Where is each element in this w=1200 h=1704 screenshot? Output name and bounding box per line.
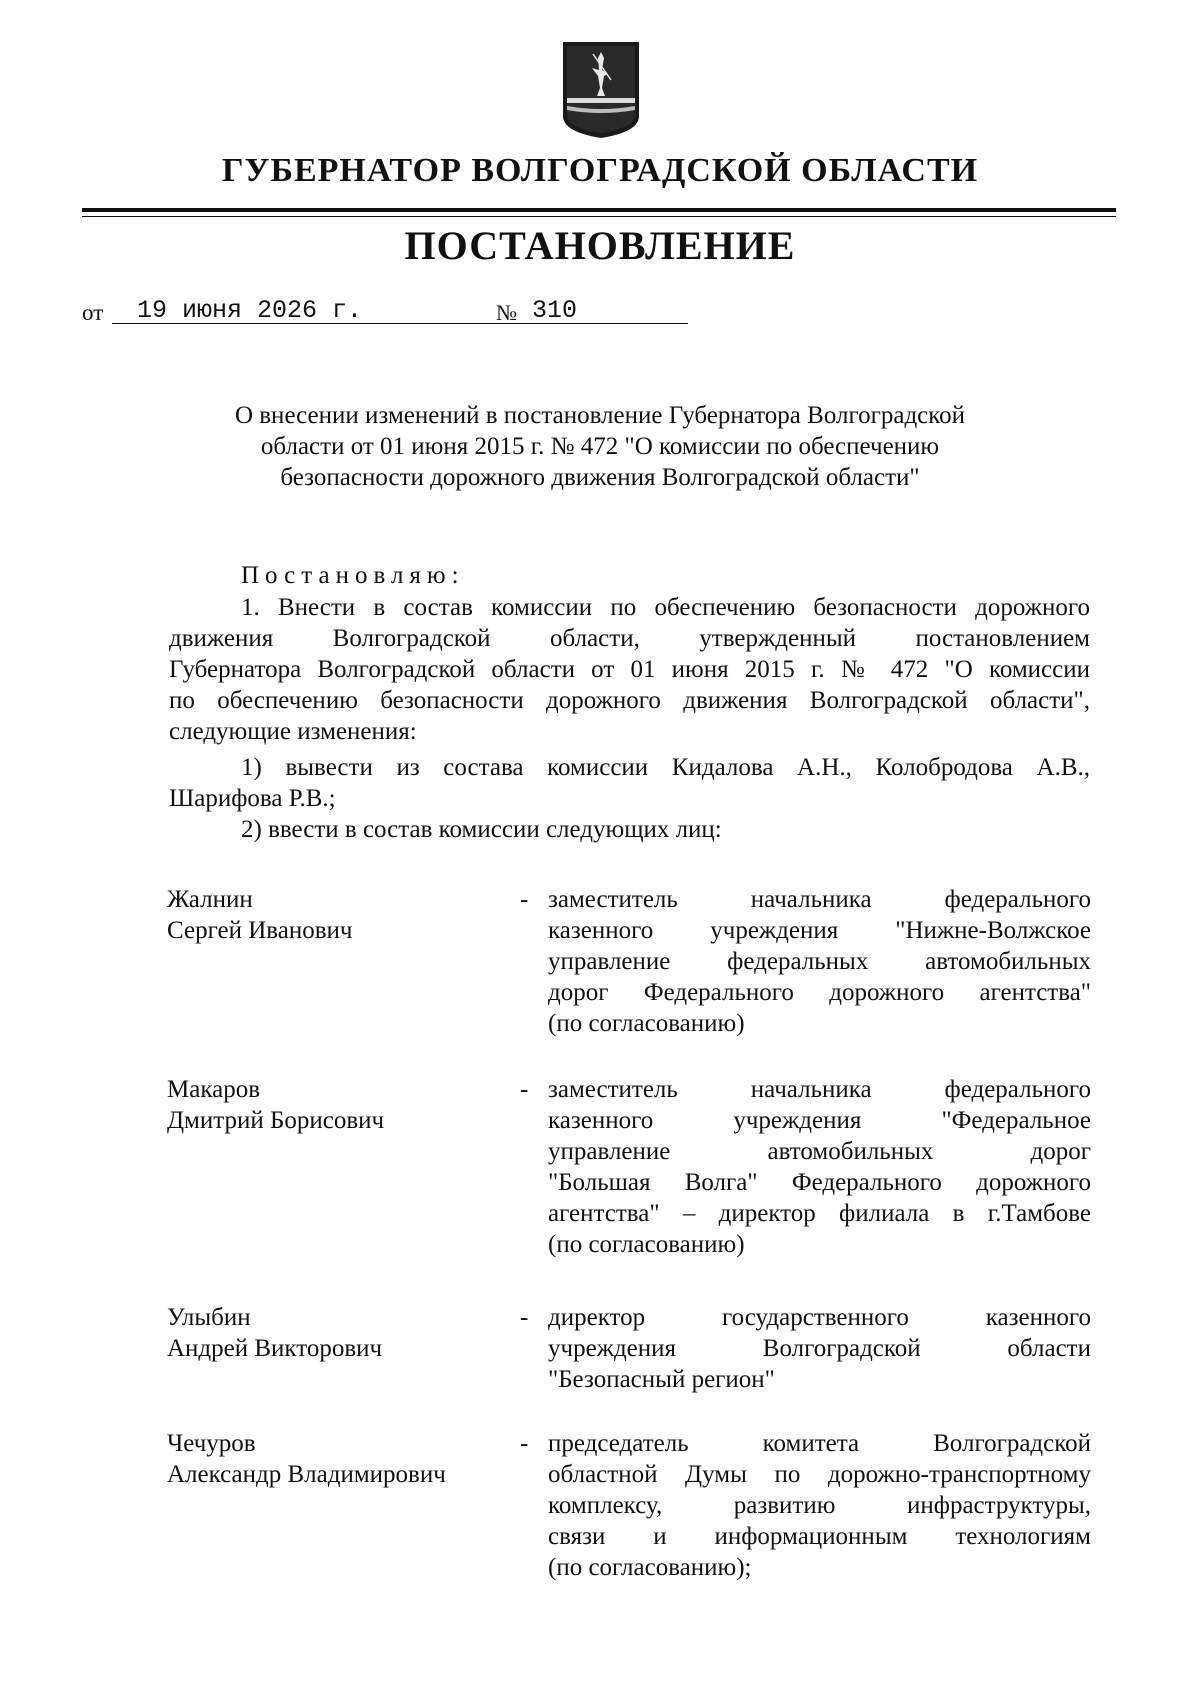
member-name	[167, 1302, 527, 1364]
member-dash: -	[520, 1076, 529, 1103]
member-surname: Макаров	[167, 1076, 260, 1103]
coat-of-arms-icon	[561, 40, 641, 140]
member-position-line: казенного учреждения "Федеральное	[548, 1107, 1091, 1134]
subitem2-line: 2) ввести в состав комиссии следующих лиц:	[241, 816, 722, 843]
member-given-names: Александр Владимирович	[167, 1461, 446, 1488]
number-label: №	[496, 300, 517, 325]
member-dash: -	[520, 1430, 529, 1457]
document-type: ПОСТАНОВЛЕНИЕ	[404, 223, 796, 268]
header-rule-thick	[82, 208, 1116, 212]
member-position-line: "Большая Волга" Федерального дорожного	[548, 1169, 1091, 1196]
member-position-line: учреждения Волгоградской области	[548, 1335, 1091, 1362]
member-given-names: Андрей Викторович	[167, 1335, 383, 1362]
member-given-names: Дмитрий Борисович	[167, 1107, 385, 1134]
member-position-line: казенного учреждения "Нижне-Волжское	[548, 917, 1091, 944]
member-surname: Чечуров	[167, 1430, 256, 1457]
member-position	[548, 1302, 1091, 1395]
subject-line: области от 01 июня 2015 г. № 472 "О комиссии по обеспечению	[260, 433, 940, 460]
member-dash: -	[520, 1304, 529, 1331]
member-position	[548, 1074, 1091, 1260]
member-position-line: "Безопасный регион"	[548, 1366, 775, 1393]
member-position-line: управление автомобильных дорог	[548, 1138, 1091, 1165]
member-position-line: директор государственного казенного	[548, 1304, 1091, 1331]
member-position-line: (по согласованию)	[548, 1231, 745, 1258]
member-name	[167, 884, 527, 946]
member-position-line: (по согласованию)	[548, 1010, 745, 1037]
member-dash: -	[520, 886, 529, 913]
member-position-line: связи и информационным технологиям	[548, 1523, 1091, 1550]
decree-word: Постановляю:	[241, 562, 465, 589]
document-subject	[150, 400, 1050, 493]
subitem1-line: 1) вывести из состава комиссии Кидалова А.Н., Колобродова А.В.,	[241, 754, 1090, 781]
subitem1-line: Шарифова Р.В.;	[169, 785, 336, 812]
issuing-authority: ГУБЕРНАТОР ВОЛГОГРАДСКОЙ ОБЛАСТИ	[221, 152, 979, 189]
member-position-line: дорог Федерального дорожного агентства"	[548, 979, 1091, 1006]
member-position	[548, 884, 1091, 1039]
member-position-line: комплексу, развитию инфраструктуры,	[548, 1492, 1091, 1519]
member-position	[548, 1428, 1091, 1583]
member-position-line: заместитель начальника федерального	[548, 886, 1091, 913]
member-position-line: (по согласованию);	[548, 1554, 752, 1581]
date-number-line	[82, 296, 702, 330]
date-prefix: от	[82, 300, 104, 325]
member-name	[167, 1428, 527, 1490]
document-date: 19 июня 2026 г.	[112, 296, 568, 324]
member-position-line: заместитель начальника федерального	[548, 1076, 1091, 1103]
member-surname: Жалнин	[167, 886, 253, 913]
member-given-names: Сергей Иванович	[167, 917, 353, 944]
subject-line: О внесении изменений в постановление Губернатора Волгоградской	[234, 402, 966, 429]
item1-line: движения Волгоградской области, утвержденный постановлением	[169, 625, 1090, 652]
member-position-line: управление федеральных автомобильных	[548, 948, 1091, 975]
item1-line: Губернатора Волгоградской области от 01 июня 2015 г. № 472 "О комиссии	[169, 656, 1090, 683]
member-name	[167, 1074, 527, 1136]
member-position-line: председатель комитета Волгоградской	[548, 1430, 1091, 1457]
header-rule-thin	[82, 216, 1116, 217]
member-surname: Улыбин	[167, 1304, 251, 1331]
item1-line: следующие изменения:	[169, 718, 417, 745]
subject-line: безопасности дорожного движения Волгоградской области"	[280, 464, 920, 491]
item1-line: 1. Внести в состав комиссии по обеспечению безопасности дорожного	[241, 594, 1090, 621]
item1-line: по обеспечению безопасности дорожного движения Волгоградской области",	[169, 687, 1090, 714]
document-number: 310	[524, 296, 688, 324]
member-position-line: агентства" – директор филиала в г.Тамбове	[548, 1200, 1091, 1227]
member-position-line: областной Думы по дорожно-транспортному	[548, 1461, 1091, 1488]
